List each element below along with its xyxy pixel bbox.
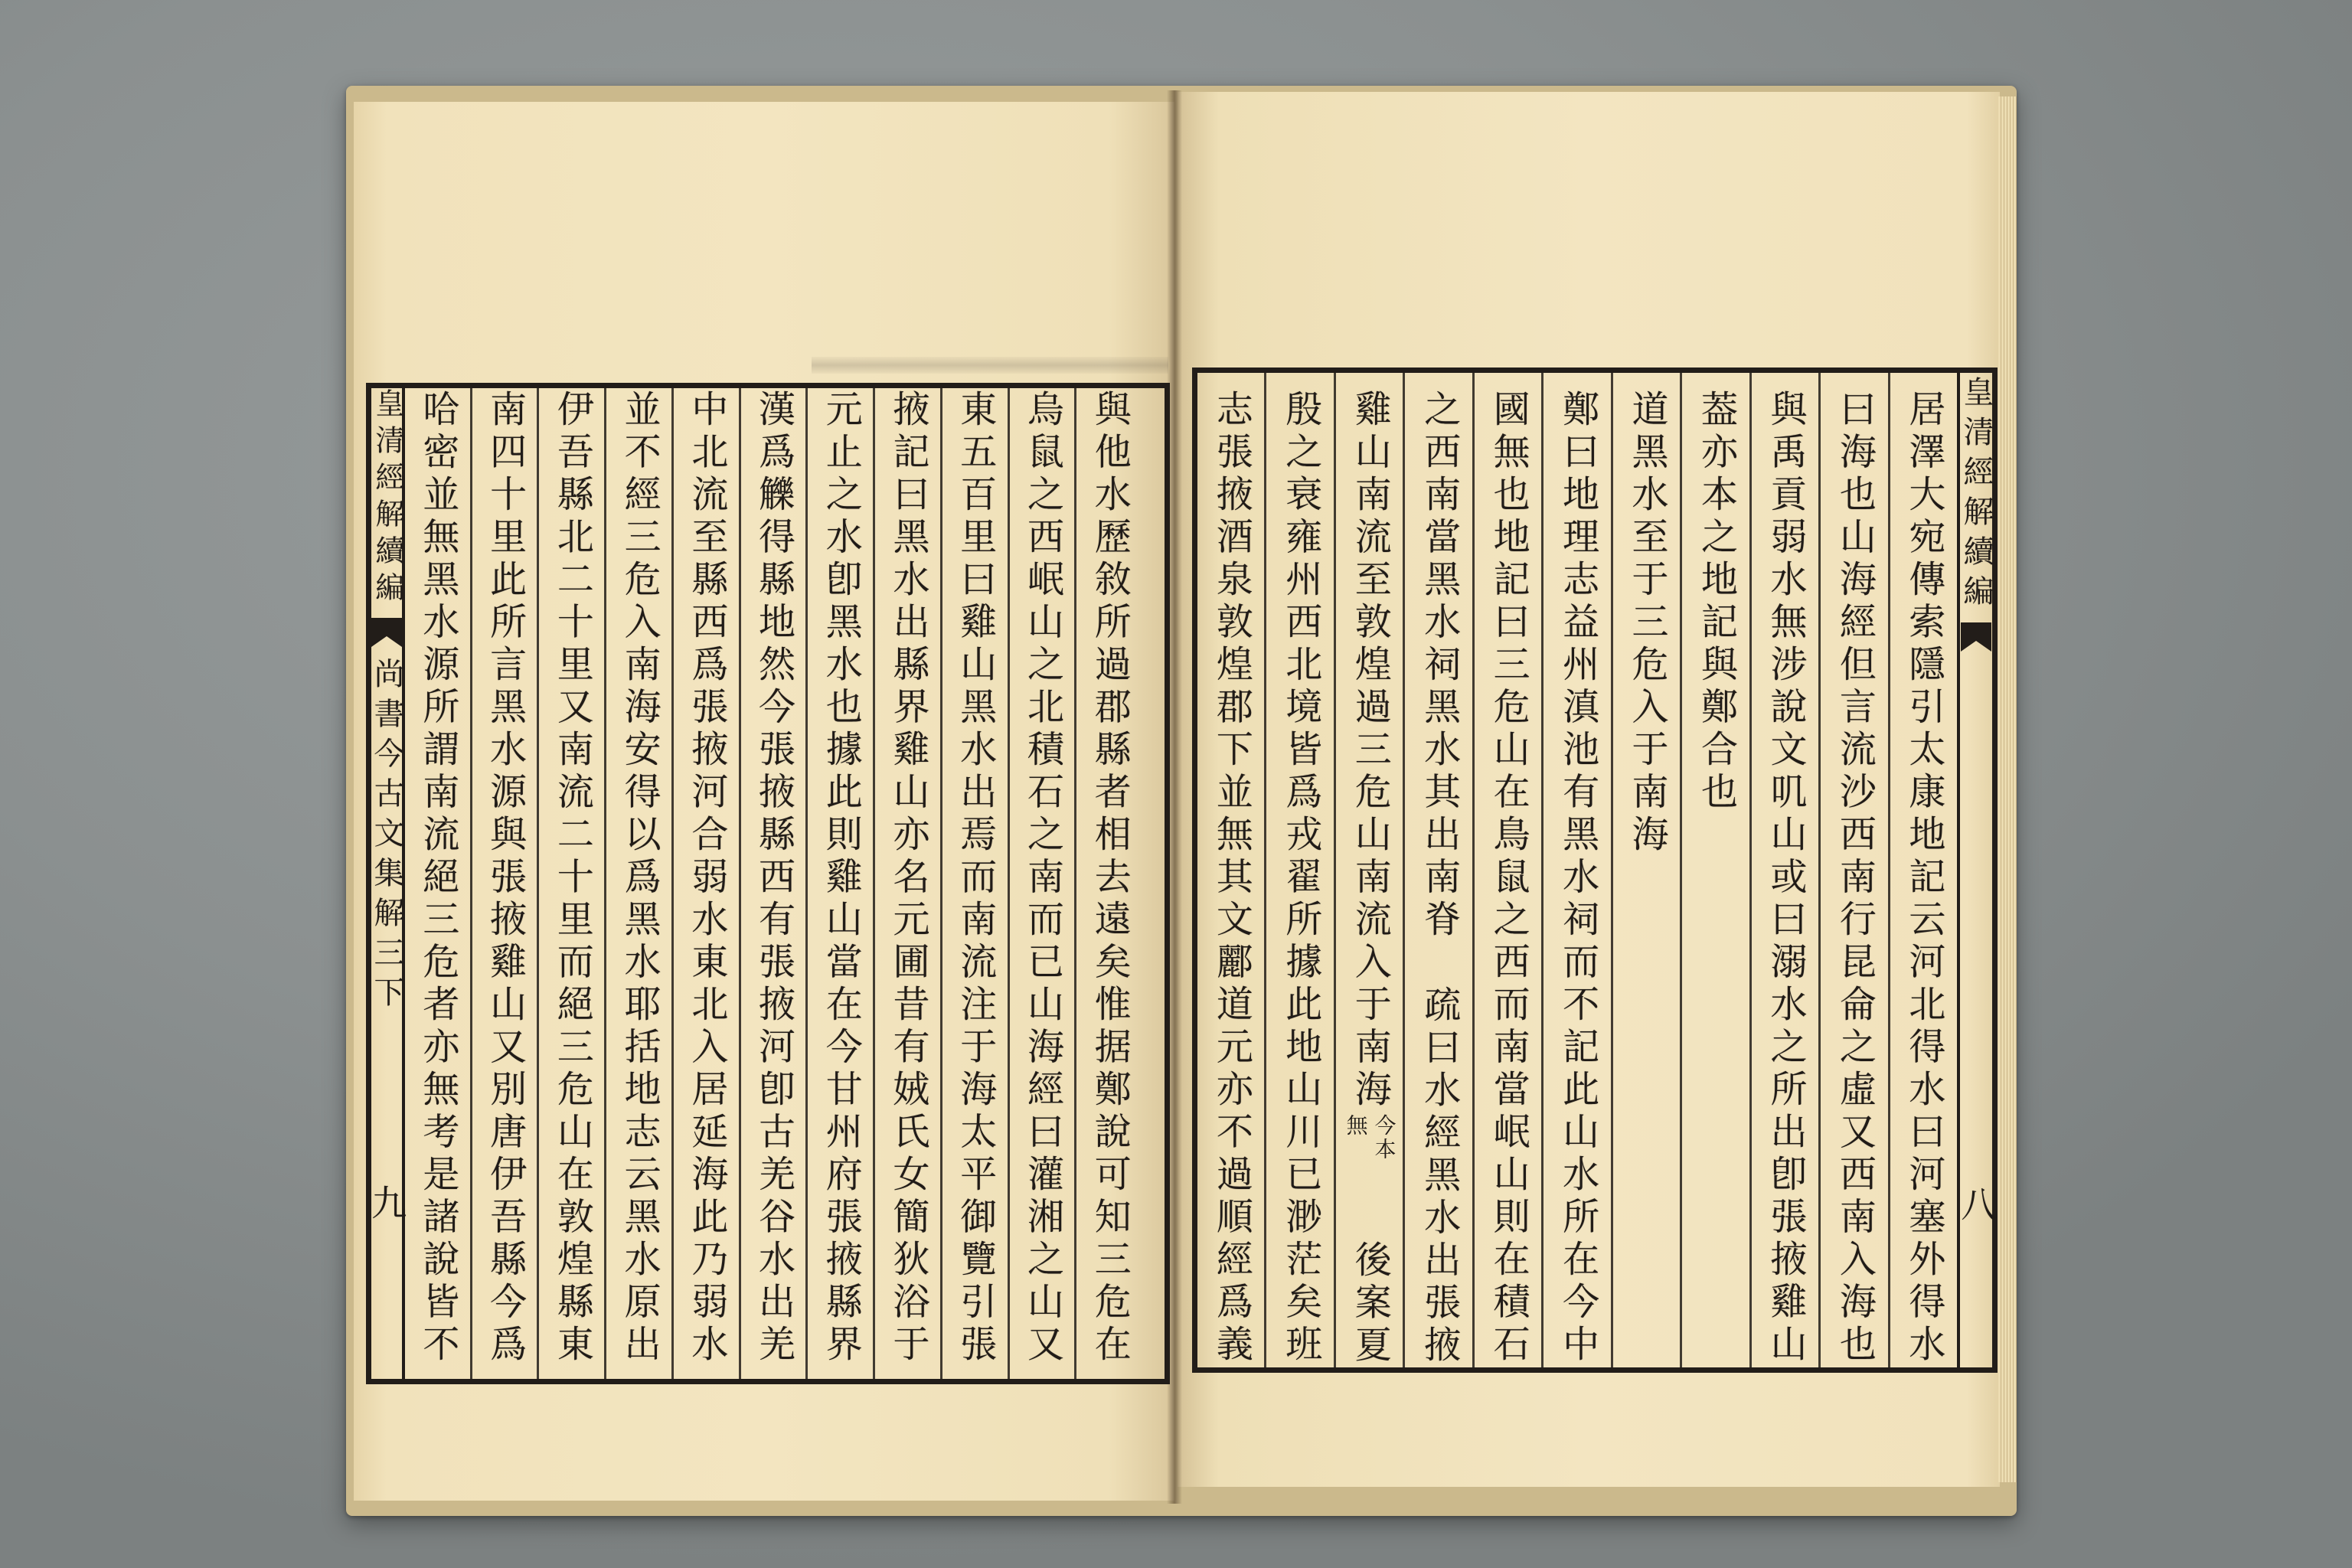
column-text: 掖記曰黑水出縣界雞山亦名元圃昔有娀氏女簡狄浴于 <box>887 390 930 1367</box>
left-page-center-margin <box>366 388 408 1379</box>
commentary-text: 疏曰水經黑水出張掖 <box>1417 985 1461 1367</box>
text-column <box>1405 373 1474 1367</box>
column-text: 殷之衰雍州西北境皆爲戎翟所據此地山川已渺茫矣班 <box>1279 390 1322 1367</box>
column-text: 漢爲觻得縣地然今張掖縣西有張掖河卽古羌谷水出羌 <box>752 390 795 1367</box>
column-text: 哈密並無黑水源所謂南流絕三危者亦無考是諸說皆不 <box>416 390 459 1367</box>
text-column <box>1266 373 1335 1367</box>
text-column <box>674 388 741 1379</box>
text-column <box>741 388 808 1379</box>
column-text: 元止之水卽黑水也據此則雞山當在今甘州府張掖縣界 <box>819 390 863 1367</box>
text-column <box>942 388 1010 1379</box>
left-page-text-area <box>405 388 1165 1379</box>
book-title: 皇清經解續編 <box>1958 376 1994 615</box>
note-line: 今本 <box>1371 1113 1397 1161</box>
text-column <box>1613 373 1682 1367</box>
column-text: 伊吾縣北二十里又南流二十里而絕三危山在敦煌縣東 <box>550 390 594 1367</box>
column-text: 與禹貢弱水無涉說文叽山或曰溺水之所出卽張掖雞山 <box>1763 390 1807 1367</box>
column-text: 南四十里此所言黑水源與張掖雞山又別唐伊吾縣今爲 <box>483 390 527 1367</box>
column-text: 國無也地記曰三危山在鳥鼠之西而南當岷山則在積石 <box>1487 390 1530 1367</box>
text-column <box>539 388 606 1379</box>
text-column <box>1197 373 1266 1367</box>
column-text: 葢亦本之地記與鄭合也 <box>1694 390 1738 815</box>
text-column <box>1336 373 1405 1367</box>
stacked-page-edges <box>1998 96 2017 1482</box>
column-text: 並不經三危入南海安得以爲黑水耶括地志云黑水原出 <box>618 390 662 1367</box>
text-column <box>405 388 472 1379</box>
right-page-text-frame <box>1192 368 1998 1373</box>
commentary-text: 後案夏 <box>1348 1240 1392 1367</box>
text-column <box>808 388 875 1379</box>
column-text: 東五百里曰雞山黑水出焉而南流注于海太平御覽引張 <box>953 390 997 1367</box>
fish-tail-mark-icon <box>371 618 402 647</box>
text-column <box>472 388 540 1379</box>
column-text: 志張掖酒泉敦煌郡下並無其文酈道元亦不過順經爲義 <box>1210 390 1253 1367</box>
fish-tail-mark-icon <box>1961 622 1991 652</box>
column-text: 鄭曰地理志益州滇池有黑水祠而不記此山水所在今中 <box>1556 390 1599 1367</box>
left-page-text-frame <box>366 383 1170 1384</box>
right-page-text-area <box>1197 373 1957 1367</box>
text-column <box>1890 373 1957 1367</box>
text-column <box>1682 373 1751 1367</box>
book-title: 皇清經解續編 <box>370 388 404 609</box>
column-text: 中北流至縣西爲張掖河合弱水東北入居延海此乃弱水 <box>684 390 728 1367</box>
note-line: 無 <box>1343 1113 1369 1138</box>
section-title: 尚書今古文集解三下 <box>369 658 404 1016</box>
right-page-center-margin <box>1955 373 1998 1367</box>
leaf-number: 八 <box>1955 1186 1998 1221</box>
column-text: 之西南當黑水祠黑水其出南脊 <box>1417 390 1461 942</box>
column-text: 雞山南流至敦煌過三危山南流入于南海 <box>1348 390 1392 1112</box>
interlinear-note <box>1344 1114 1396 1161</box>
text-column <box>1821 373 1890 1367</box>
text-column <box>1544 373 1612 1367</box>
column-text: 曰海也山海經但言流沙西南行昆侖之虛又西南入海也 <box>1833 390 1877 1367</box>
classic-text: 道黑水至于三危入于南海 <box>1625 390 1669 858</box>
text-column <box>1475 373 1544 1367</box>
text-column <box>1752 373 1821 1367</box>
text-column <box>1076 388 1142 1379</box>
text-column <box>875 388 942 1379</box>
column-text: 居澤大宛傳索隱引太康地記云河北得水曰河塞外得水 <box>1902 390 1945 1367</box>
column-text: 與他水歷敘所過郡縣者相去遠矣惟据鄭說可知三危在 <box>1088 390 1132 1367</box>
show-through-shadow <box>812 357 1168 374</box>
text-column <box>1010 388 1077 1379</box>
leaf-number: 九 <box>366 1184 408 1220</box>
column-text: 烏鼠之西岷山之北積石之南而已山海經曰灌湘之山又 <box>1021 390 1064 1367</box>
text-column <box>606 388 674 1379</box>
